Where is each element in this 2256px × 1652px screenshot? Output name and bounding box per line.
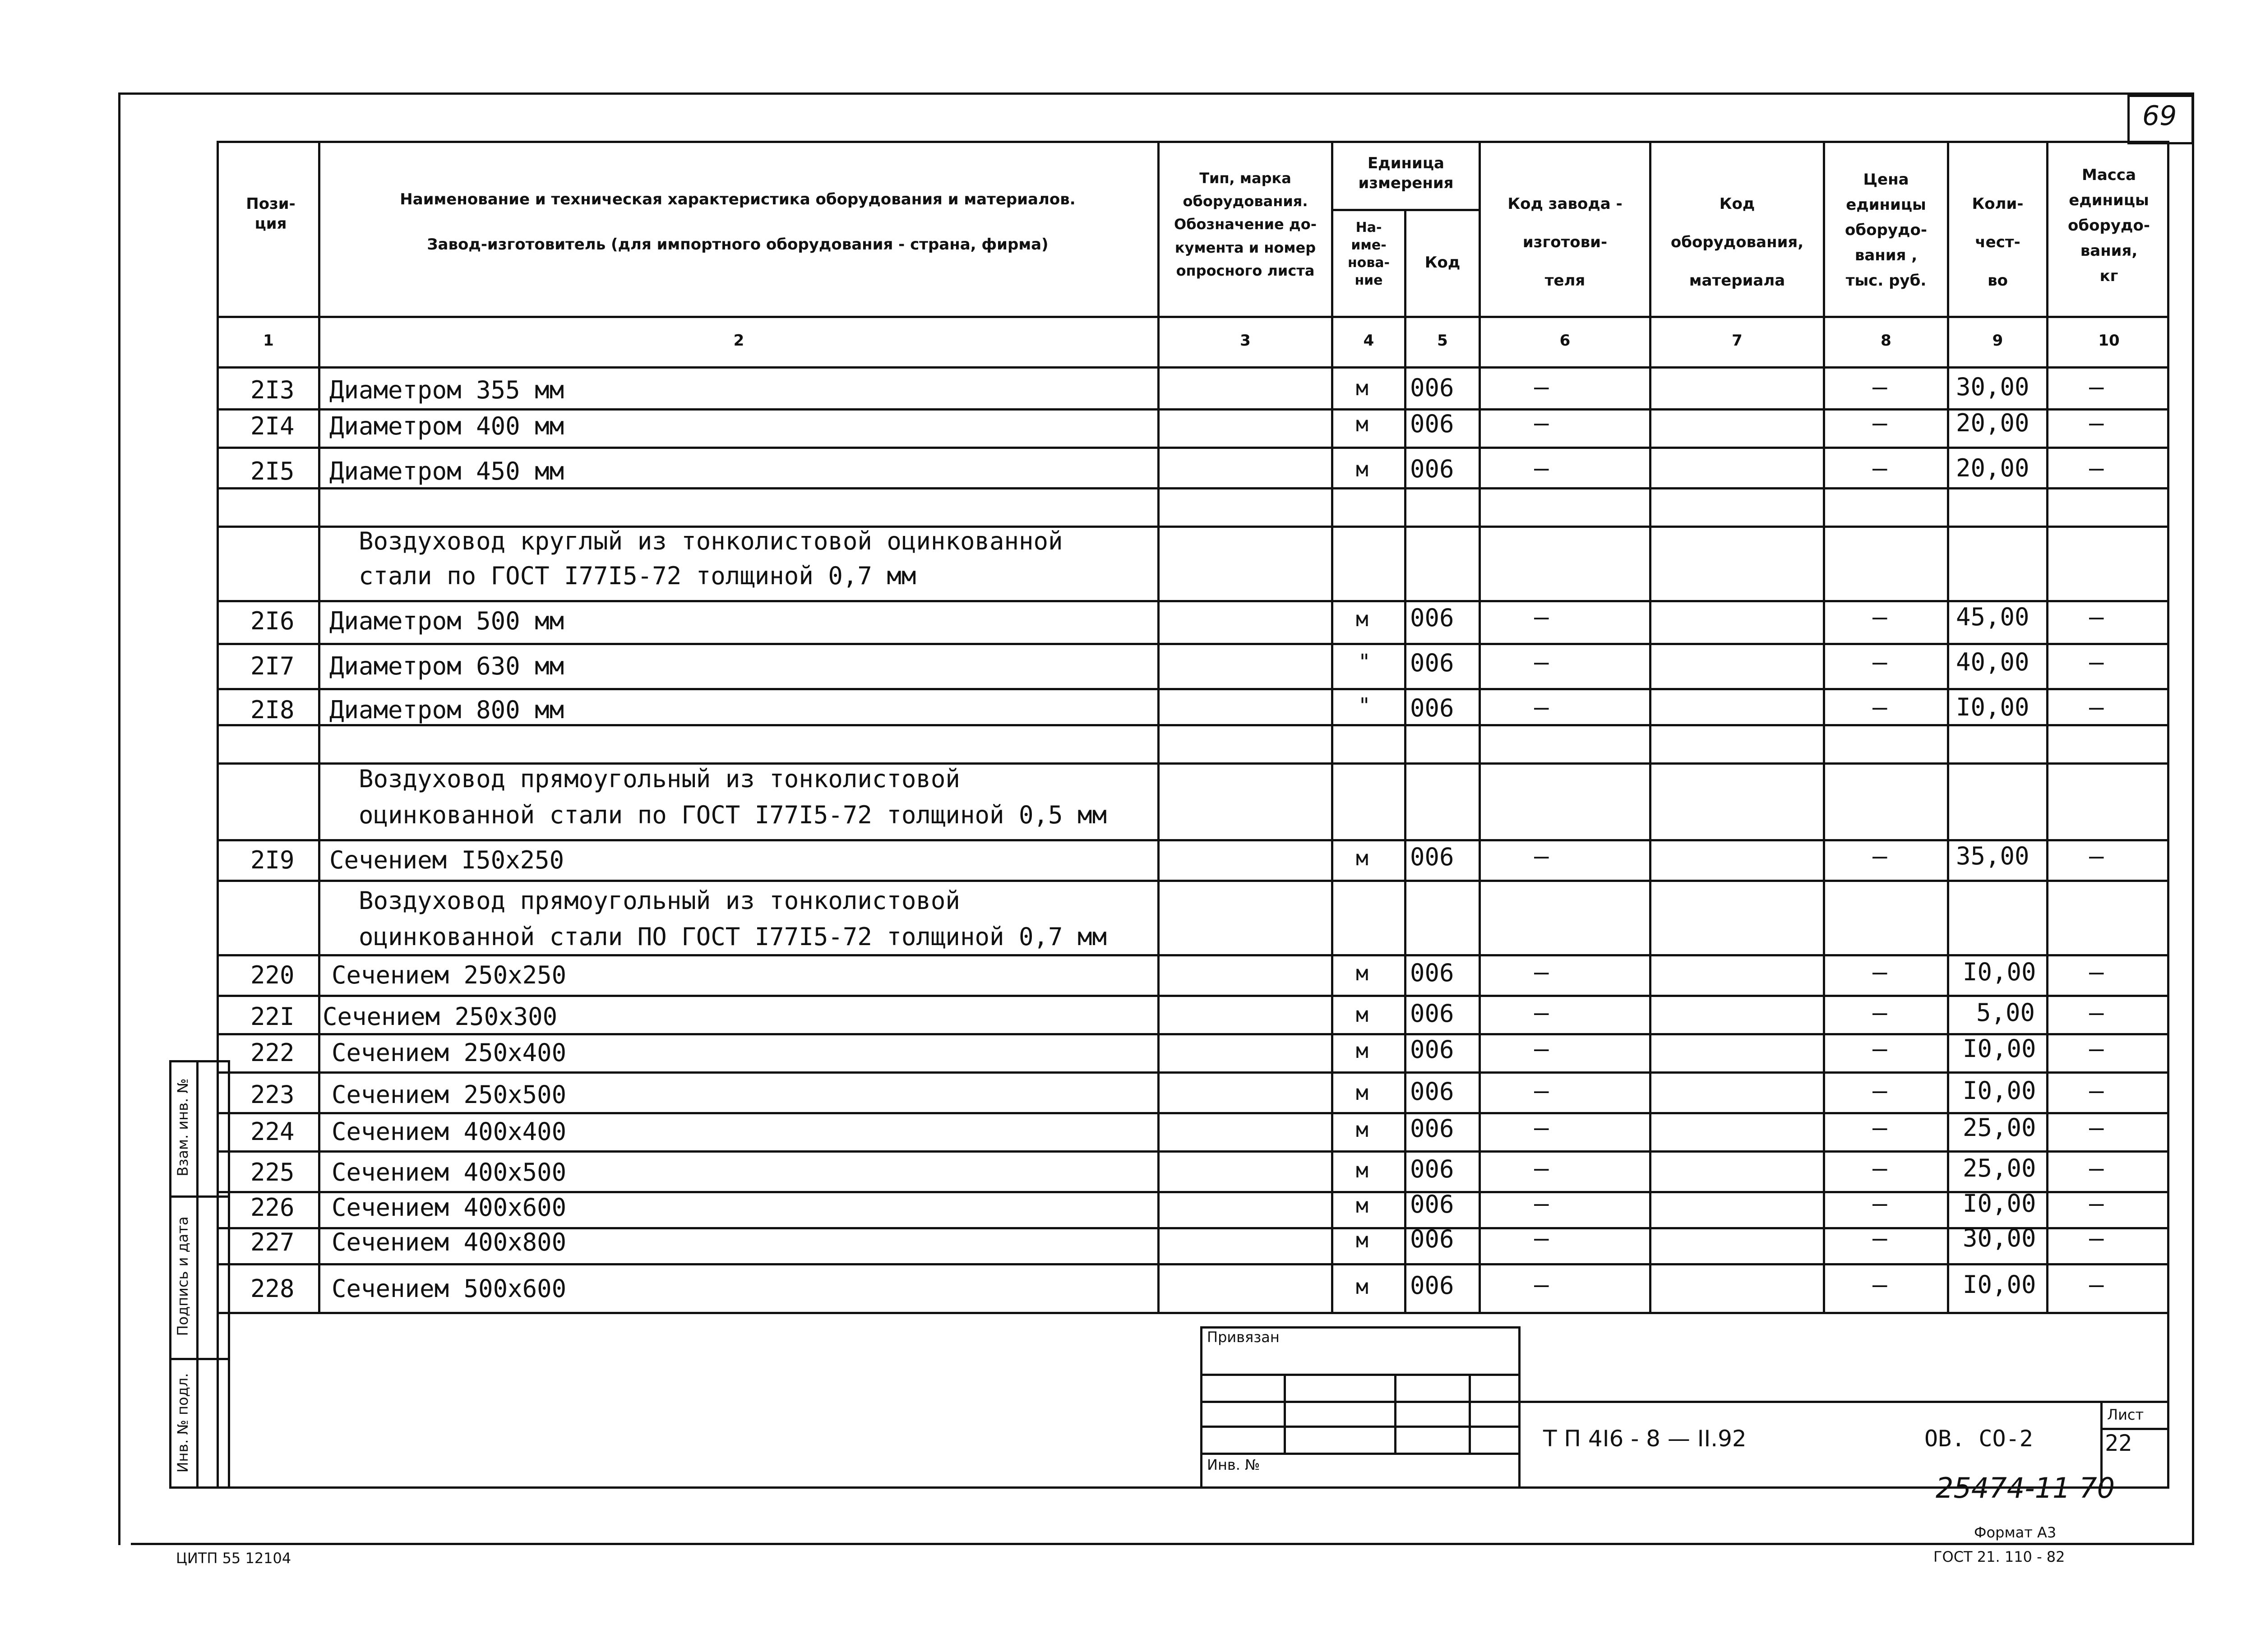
handwritten-number: 25474-11 70 [1936, 1472, 2115, 1504]
row-quantity: 20,00 [1956, 409, 2029, 437]
row-mass: – [2089, 1034, 2104, 1063]
row-quantity: 25,00 [1963, 1113, 2036, 1142]
row-quantity: 20,00 [1956, 454, 2029, 482]
row-quantity: I0,00 [1963, 1189, 2036, 1218]
header-factory-code: Код завода - изготови- теля [1507, 195, 1623, 290]
binding-line [1200, 1401, 1521, 1403]
row-quantity: I0,00 [1963, 958, 2036, 986]
footer-left-code: ЦИТП 55 12104 [176, 1550, 291, 1567]
row-position: 2I8 [250, 696, 295, 724]
row-position: 222 [250, 1038, 295, 1067]
row-unit: " [1358, 693, 1371, 718]
side-label-original-inv: Инв. № подл. [174, 1373, 191, 1473]
page-number: 69 [2142, 100, 2177, 132]
row-quantity: 5,00 [1976, 998, 2035, 1027]
row-price: – [1872, 1076, 1887, 1105]
row-mass: – [2089, 842, 2104, 870]
row-unit: м [1356, 1002, 1368, 1027]
row-factory-code: – [1534, 1076, 1549, 1105]
binding-col [1284, 1374, 1286, 1453]
row-position: 223 [250, 1080, 295, 1109]
section-heading: стали по ГОСТ I77I5-72 толщиной 0,7 мм [359, 562, 916, 590]
header-unit-group: Единица измерения [1358, 154, 1454, 193]
row-price: – [1872, 1154, 1887, 1182]
col-line-5 [1479, 141, 1481, 1314]
inventory-number-label: Инв. № [1207, 1456, 1260, 1473]
col-line-2 [1157, 141, 1160, 1314]
row-name: Сечением 400x600 [332, 1193, 567, 1222]
row-factory-code: – [1534, 693, 1549, 721]
row-factory-code: – [1534, 998, 1549, 1027]
row-unit-code: 006 [1410, 410, 1454, 438]
binding-line [1200, 1374, 1521, 1376]
row-quantity: 35,00 [1956, 842, 2029, 870]
row-quantity: 40,00 [1956, 648, 2029, 676]
row-position: 2I4 [250, 412, 295, 440]
col-number: 9 [1992, 332, 2003, 350]
row-name: Сечением 250x400 [332, 1038, 567, 1067]
row-mass: – [2089, 373, 2104, 401]
row-name: Сечением 250x300 [323, 1002, 558, 1031]
row-quantity: I0,00 [1963, 1034, 2036, 1063]
header-name-line2: Завод-изготовитель (для импортного оборудования - страна, фирма) [427, 235, 1049, 254]
row-unit-code: 006 [1410, 1077, 1454, 1106]
binding-col [1469, 1374, 1471, 1453]
section-code: ОВ. СО-2 [1924, 1426, 2033, 1452]
col-line-1 [318, 141, 320, 1314]
row-price: – [1872, 1034, 1887, 1063]
row-factory-code: – [1534, 1154, 1549, 1182]
row-price: – [1872, 373, 1887, 401]
row-mass: – [2089, 958, 2104, 986]
row-mass: – [2089, 603, 2104, 631]
row-factory-code: – [1534, 842, 1549, 870]
side-stamp-line [169, 1195, 230, 1198]
sheet-number: 22 [2105, 1430, 2132, 1456]
row-position: 228 [250, 1274, 295, 1303]
row-name: Сечением 250x250 [332, 961, 567, 989]
row-factory-code: – [1534, 1189, 1549, 1218]
row-position: 22I [250, 1002, 295, 1031]
row-unit-code: 006 [1410, 1155, 1454, 1183]
row-name: Сечением 400x800 [332, 1228, 567, 1256]
row-position: 2I5 [250, 457, 295, 485]
row-line [217, 688, 2169, 690]
row-unit: м [1356, 961, 1368, 985]
row-price: – [1872, 1270, 1887, 1299]
section-heading: Воздуховод прямоугольный из тонколистовой [359, 765, 960, 793]
row-name: Диаметром 450 мм [329, 457, 564, 485]
row-line [217, 1150, 2169, 1153]
row-line [217, 995, 2169, 997]
row-position: 2I9 [250, 846, 295, 874]
row-unit-code: 006 [1410, 999, 1454, 1028]
section-heading: оцинкованной стали по ГОСТ I77I5-72 толщиной 0,5 мм [359, 801, 1107, 829]
col-number: 2 [733, 332, 744, 350]
row-unit: м [1356, 1158, 1368, 1182]
header-name-line1: Наименование и техническая характеристика оборудования и материалов. [400, 190, 1076, 208]
row-price: – [1872, 454, 1887, 482]
row-position: 224 [250, 1117, 295, 1146]
binding-line [1200, 1453, 1521, 1455]
row-name: Сечением 250x500 [332, 1080, 567, 1109]
row-unit: м [1356, 1038, 1368, 1063]
document-code: Т П 4I6 - 8 — II.92 [1543, 1426, 1747, 1452]
row-unit: " [1358, 650, 1371, 674]
row-unit-code: 006 [1410, 649, 1454, 677]
header-bottom-line [217, 316, 2169, 318]
row-factory-code: – [1534, 1034, 1549, 1063]
row-line [217, 600, 2169, 602]
row-mass: – [2089, 1113, 2104, 1142]
row-mass: – [2089, 998, 2104, 1027]
row-price: – [1872, 1189, 1887, 1218]
row-position: 2I6 [250, 607, 295, 635]
row-unit-code: 006 [1410, 694, 1454, 722]
section-heading: оцинкованной стали ПО ГОСТ I77I5-72 толщиной 0,7 мм [359, 923, 1107, 951]
row-factory-code: – [1534, 373, 1549, 401]
sheet-label: Лист [2107, 1406, 2144, 1423]
row-line [217, 1071, 2169, 1074]
row-factory-code: – [1534, 454, 1549, 482]
row-unit-code: 006 [1410, 1035, 1454, 1064]
row-name: Сечением 400x500 [332, 1158, 567, 1186]
header-material-code: Код оборудования, материала [1670, 195, 1804, 290]
header-position: Пози- ция [246, 195, 296, 233]
row-price: – [1872, 648, 1887, 676]
row-name: Сечением 500x600 [332, 1274, 567, 1303]
row-line [217, 643, 2169, 645]
row-price: – [1872, 693, 1887, 721]
side-stamp-divider [196, 1060, 199, 1489]
side-label-signature-date: Подпись и дата [174, 1216, 191, 1336]
col-number: 4 [1363, 332, 1374, 350]
row-price: – [1872, 1113, 1887, 1142]
row-line [217, 1312, 2169, 1314]
row-mass: – [2089, 1154, 2104, 1182]
row-mass: – [2089, 1270, 2104, 1299]
row-name: Сечением I50x250 [329, 846, 564, 874]
row-factory-code: – [1534, 1224, 1549, 1252]
row-factory-code: – [1534, 409, 1549, 437]
row-unit-code: 006 [1410, 1190, 1454, 1218]
row-price: – [1872, 842, 1887, 870]
row-position: 226 [250, 1193, 295, 1222]
col-line-8 [1947, 141, 1949, 1314]
outer-frame-left [118, 92, 120, 1545]
row-name: Диаметром 630 мм [329, 652, 564, 680]
format-label: Формат А3 [1974, 1524, 2057, 1541]
col-line-9 [2046, 141, 2048, 1314]
col-number: 8 [1881, 332, 1891, 350]
binding-col [1394, 1374, 1396, 1453]
binding-line [1200, 1426, 1521, 1428]
row-mass: – [2089, 1076, 2104, 1105]
col-number: 6 [1559, 332, 1571, 350]
row-unit-code: 006 [1410, 604, 1454, 632]
header-unit-code: Код [1424, 254, 1461, 272]
row-unit: м [1356, 457, 1368, 481]
row-unit: м [1356, 1228, 1368, 1252]
outer-frame-bottom [131, 1543, 2194, 1545]
col-line-7 [1823, 141, 1825, 1314]
col-line-4 [1404, 209, 1406, 1314]
row-line [217, 839, 2169, 841]
outer-frame-right [2192, 92, 2194, 1545]
section-heading: Воздуховод круглый из тонколистовой оцинкованной [359, 527, 1063, 555]
row-position: 227 [250, 1228, 295, 1256]
row-quantity: 30,00 [1956, 373, 2029, 401]
header-qty: Коли- чест- во [1972, 195, 2024, 290]
row-unit-code: 006 [1410, 455, 1454, 483]
row-price: – [1872, 603, 1887, 631]
row-line [217, 880, 2169, 882]
row-name: Диаметром 500 мм [329, 607, 564, 635]
row-unit: м [1356, 1080, 1368, 1105]
row-unit-code: 006 [1410, 959, 1454, 987]
row-name: Диаметром 400 мм [329, 412, 564, 440]
row-unit-code: 006 [1410, 1114, 1454, 1143]
row-name: Сечением 400x400 [332, 1117, 567, 1146]
outer-frame-top [118, 92, 2194, 95]
col-line-3 [1331, 141, 1333, 1314]
row-price: – [1872, 958, 1887, 986]
row-line [217, 487, 2169, 489]
colnum-bottom-line [217, 366, 2169, 369]
side-label-replaced-inv: Взам. инв. № [174, 1078, 191, 1177]
row-unit-code: 006 [1410, 1271, 1454, 1300]
row-quantity: 30,00 [1963, 1224, 2036, 1252]
col-number: 3 [1240, 332, 1251, 350]
row-position: 220 [250, 961, 295, 989]
side-stamp-line [169, 1358, 230, 1360]
col-line-6 [1649, 141, 1651, 1314]
row-mass: – [2089, 454, 2104, 482]
header-price: Цена единицы оборудо- вания , тыс. руб. [1845, 171, 1927, 290]
row-mass: – [2089, 648, 2104, 676]
row-factory-code: – [1534, 603, 1549, 631]
row-mass: – [2089, 1224, 2104, 1252]
row-quantity: I0,00 [1956, 693, 2029, 721]
row-unit: м [1356, 1117, 1368, 1142]
col-number: 10 [2098, 332, 2120, 350]
row-factory-code: – [1534, 648, 1549, 676]
row-unit: м [1356, 846, 1368, 870]
row-position: 225 [250, 1158, 295, 1186]
row-unit: м [1356, 412, 1368, 436]
header-type: Тип, марка оборудования. Обозначение до- кумента и номер опросного листа [1174, 170, 1317, 279]
row-factory-code: – [1534, 1270, 1549, 1299]
row-factory-code: – [1534, 1113, 1549, 1142]
row-unit: м [1356, 1193, 1368, 1218]
title-block-top [1521, 1401, 2169, 1403]
row-quantity: 45,00 [1956, 603, 2029, 631]
row-position: 2I3 [250, 376, 295, 404]
row-unit: м [1356, 1274, 1368, 1299]
row-position: 2I7 [250, 652, 295, 680]
row-price: – [1872, 409, 1887, 437]
row-factory-code: – [1534, 958, 1549, 986]
row-unit: м [1356, 607, 1368, 631]
row-name: Диаметром 355 мм [329, 376, 564, 404]
row-quantity: I0,00 [1963, 1076, 2036, 1105]
gost-label: ГОСТ 21. 110 - 82 [1933, 1548, 2065, 1565]
col-number: 1 [263, 332, 274, 350]
row-mass: – [2089, 1189, 2104, 1218]
row-mass: – [2089, 409, 2104, 437]
row-unit-code: 006 [1410, 843, 1454, 871]
row-price: – [1872, 998, 1887, 1027]
row-unit-code: 006 [1410, 374, 1454, 402]
row-line [217, 1263, 2169, 1265]
row-unit: м [1356, 376, 1368, 400]
header-unit-name: На- име- нова- ние [1347, 220, 1390, 288]
row-price: – [1872, 1224, 1887, 1252]
row-mass: – [2089, 693, 2104, 721]
row-name: Диаметром 800 мм [329, 696, 564, 724]
row-line [217, 724, 2169, 726]
row-unit-code: 006 [1410, 1225, 1454, 1253]
binding-label: Привязан [1207, 1329, 1280, 1346]
section-heading: Воздуховод прямоугольный из тонколистовой [359, 886, 960, 915]
row-line [217, 954, 2169, 956]
col-number: 5 [1437, 332, 1448, 350]
header-mass: Масса единицы оборудо- вания, кг [2068, 166, 2150, 286]
col-number: 7 [1732, 332, 1743, 350]
row-quantity: 25,00 [1963, 1154, 2036, 1182]
row-quantity: I0,00 [1963, 1270, 2036, 1299]
row-line [217, 447, 2169, 449]
